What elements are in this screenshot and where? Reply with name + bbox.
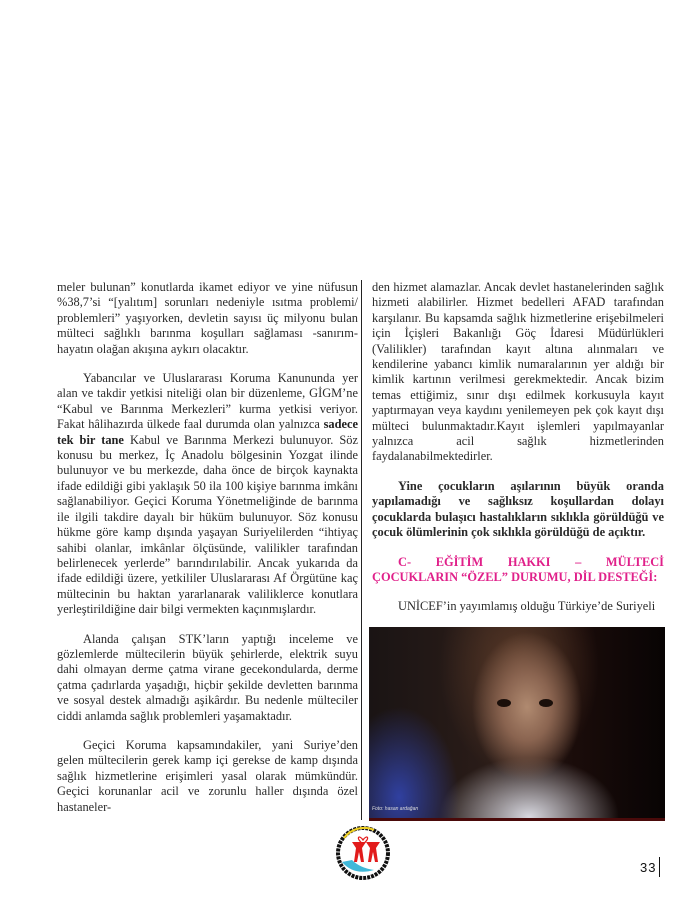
right-column xyxy=(372,280,664,629)
paragraph: UNİCEF’in yayımlamış olduğu Türkiye’de Suriyeli xyxy=(398,599,656,614)
paragraph-text: Kabul ve Barınma Merkezi bulunuyor. Söz konusu bu merkez, İç Anadolu bölgesinin Yozgat ilinde bulunuyor ve bu merkezde, daha önce de birçok kaynakta ifade edildiği gibi yaklaşık 50 ila 100 kişiye barınma imkânı sağlanabiliyor. Geçici Koruma Yönetmeliğinde de barınma ile ilgili takdire dayalı bir hüküm bulunuyor. Söz konusu hükme göre kamp dışında yaşayan Suriyelilerden “ihtiyaç sahibi olanlar, imkânlar ölçüsünde, valilikler tarafından belirlenecek yerlerde” barındırılabilir. Ancak yukarıda da ifade edildiği üzere, yetkililer Uluslararası Af Örgütüne kaç mültecinin bu haktan yararlanarak valiliklerce konutlara yerleştirildiğine dair bilgi vermekten kaçınmışlardır. xyxy=(57,432,358,617)
column-divider xyxy=(361,280,362,820)
bold-paragraph: Yine çocukların aşılarının büyük oranda yapılamadığı ve sağlıksız koşullardan dolayı çocuklarda bulaşıcı hastalıkların sıklıkla görüldüğü ve çocuk ölümlerinin çok sıklıkla görüldüğü de açıktır. xyxy=(372,478,664,540)
photo-detail xyxy=(539,699,553,707)
page-number-bar xyxy=(659,857,660,877)
child-photo xyxy=(369,627,665,821)
paragraph-text: Yabancılar ve Uluslararası Koruma Kanununda yer alan ve takdir yetkisi niteliği olan bir düzenleme, GİGM’ne “Kabul ve Barınma Merkezleri” kurma yetkisi veriyor. Fakat hâlihazırda ülkede faal durumda olan yalnızca xyxy=(57,371,358,432)
paragraph: Alanda çalışan STK’ların yaptığı inceleme ve gözlemlerde mültecilerin büyük şehirlerde, elektrik suyu dahi olmayan derme çatma virane gecekondularda, derme çatma çadırlarda yaşadığı, hiçbir şekilde devletten barınma ve sosyal destek almadığı aşikârdır. Bu nedenle mülteciler ciddi anlamda sağlık problemleri yaşamaktadır. xyxy=(57,631,358,723)
paragraph: Geçici Koruma kapsamındakiler, yani Suriye’den gelen mültecilerin gerek kamp içi gerekse de kamp dışında sağlık hizmetlerine erişimleri yasal olarak mümkündür. Geçici korunanlar acil ve zorunlu haller dışında özel hastaneler- xyxy=(57,737,358,814)
photo-detail xyxy=(497,699,511,707)
left-column xyxy=(57,280,358,829)
paragraph: den hizmet alamazlar. Ancak devlet hastanelerinden sağlık hizmeti alabilirler. Hizmet bedelleri AFAD tarafından karşılanır. Bu kapsamda sağlık hizmetlerine erişebilmeleri için İçişleri Bakanlığı Göç İdaresi Müdürlükleri (Valilikler) tarafından kayıt altına alınmaları ve kendilerine yabancı kimlik numaralarının yer aldığı bir kimlik kartının verilmesi gerekmektedir. Ancak bizim temas ettiğimiz, sınır dışı edilmek korkusuyla kayıt yaptırmayan veya kaydını yenilemeyen pek çok kayıt dışı mülteci bulunmaktadır.Kayıt işlemleri yapılmayanlar yalnızca acil sağlık hizmetlerinden faydalanabilmektedirler. xyxy=(372,280,664,464)
bold-text: sadece tek bir tane xyxy=(57,417,358,447)
page-number: 33 xyxy=(640,860,657,875)
section-heading: C- EĞİTİM HAKKI – MÜLTECİ ÇOCUKLARIN “ÖZEL” DURUMU, DİL DESTEĞİ: xyxy=(372,554,664,584)
paragraph xyxy=(57,371,358,618)
paragraph: meler bulunan” konutlarda ikamet ediyor ve yine nüfusun %38,7’si “[yalıtım] sorunları nedeniyle ısıtma problemi/ problemleri” yaşıyorken, devletin sayısı üç milyonu bulan mülteci sağlıklı barınma koşulları sağlaması -sanırım- hayatın olağan akışına aykırı olacaktır. xyxy=(57,280,358,356)
photo-caption: Foto: hasan ardağan xyxy=(372,806,419,812)
organization-logo xyxy=(334,824,392,882)
